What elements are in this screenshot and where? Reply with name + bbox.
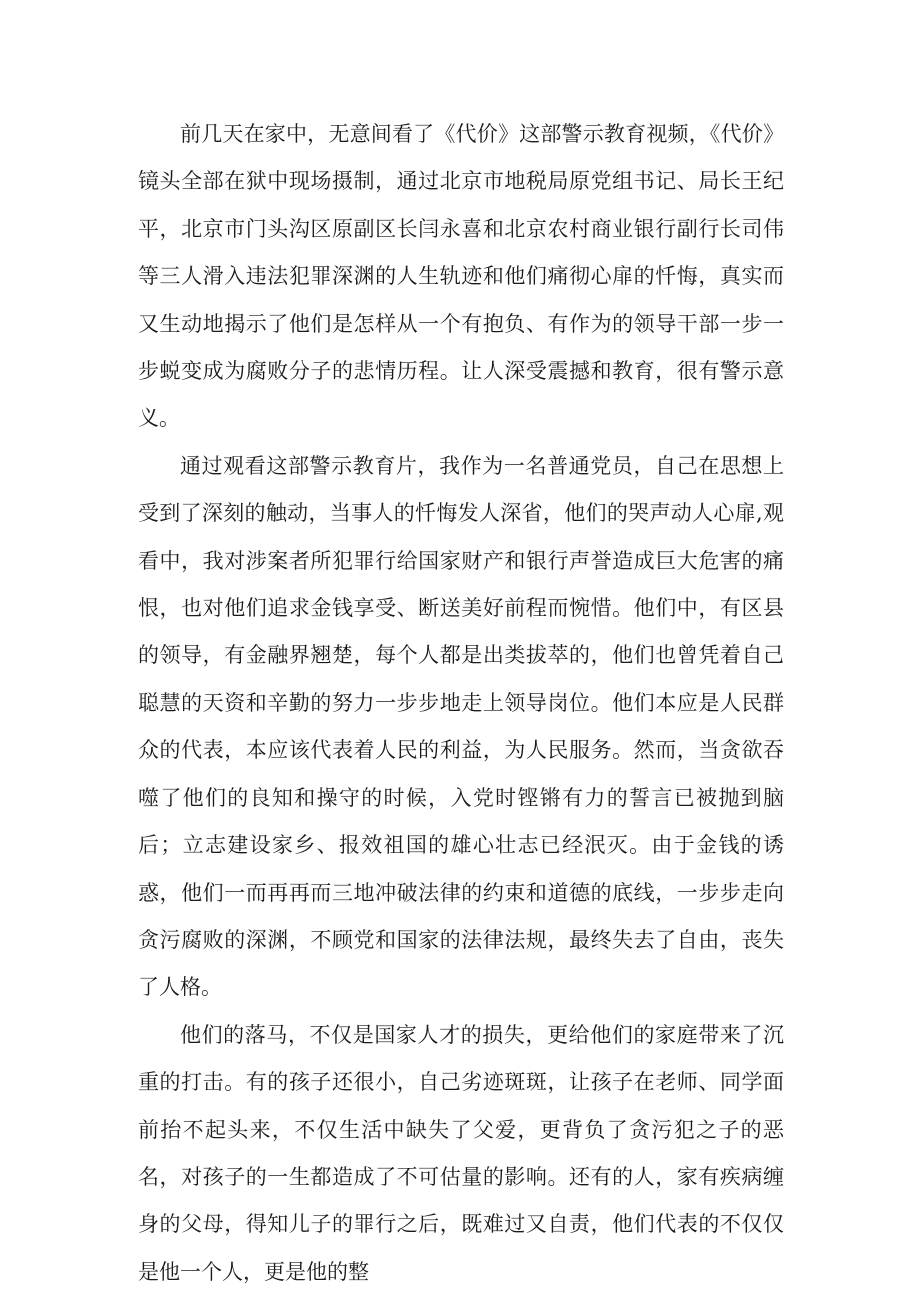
document-body [138, 111, 784, 1296]
paragraph-1: 前几天在家中，无意间看了《代价》这部警示教育视频，《代价》镜头全部在狱中现场摄制，通过北京市地税局原党组书记、局长王纪平，北京市门头沟区原副区长闫永喜和北京农村商业银行副行长司伟等三人滑入违法犯罪深渊的人生轨迹和他们痛彻心扉的忏悔，真实而又生动地揭示了他们是怎样从一个有抱负、有作为的领导干部一步一步蜕变成为腐败分子的悲情历程。让人深受震撼和教育，很有警示意义。 [138, 122, 784, 431]
paragraph-3: 他们的落马，不仅是国家人才的损失，更给他们的家庭带来了沉重的打击。有的孩子还很小，自己劣迹斑斑，让孩子在老师、同学面前抬不起头来，不仅生活中缺失了父爱，更背负了贪污犯之子的恶名，对孩子的一生都造成了不可估量的影响。还有的人，家有疾病缠身的父母，得知儿子的罪行之后，既难过又自责，他们代表的不仅仅是他一个人，更是他的整 [138, 1022, 784, 1284]
paragraph-2: 通过观看这部警示教育片，我作为一名普通党员，自己在思想上受到了深刻的触动，当事人的忏悔发人深省，他们的哭声动人心扉,观看中，我对涉案者所犯罪行给国家财产和银行声誉造成巨大危害的痛恨，也对他们追求金钱享受、断送美好前程而惋惜。他们中，有区县的领导，有金融界翘楚，每个人都是出类拔萃的，他们也曾凭着自己聪慧的天资和辛勤的努力一步步地走上领导岗位。他们本应是人民群众的代表，本应该代表着人民的利益，为人民服务。然而，当贪欲吞噬了他们的良知和操守的时候，入党时铿锵有力的誓言已被抛到脑后；立志建设家乡、报效祖国的雄心壮志已经泯灭。由于金钱的诱惑，他们一而再再而三地冲破法律的约束和道德的底线，一步步走向贪污腐败的深渊，不顾党和国家的法律法规，最终失去了自由，丧失了人格。 [138, 453, 784, 1000]
